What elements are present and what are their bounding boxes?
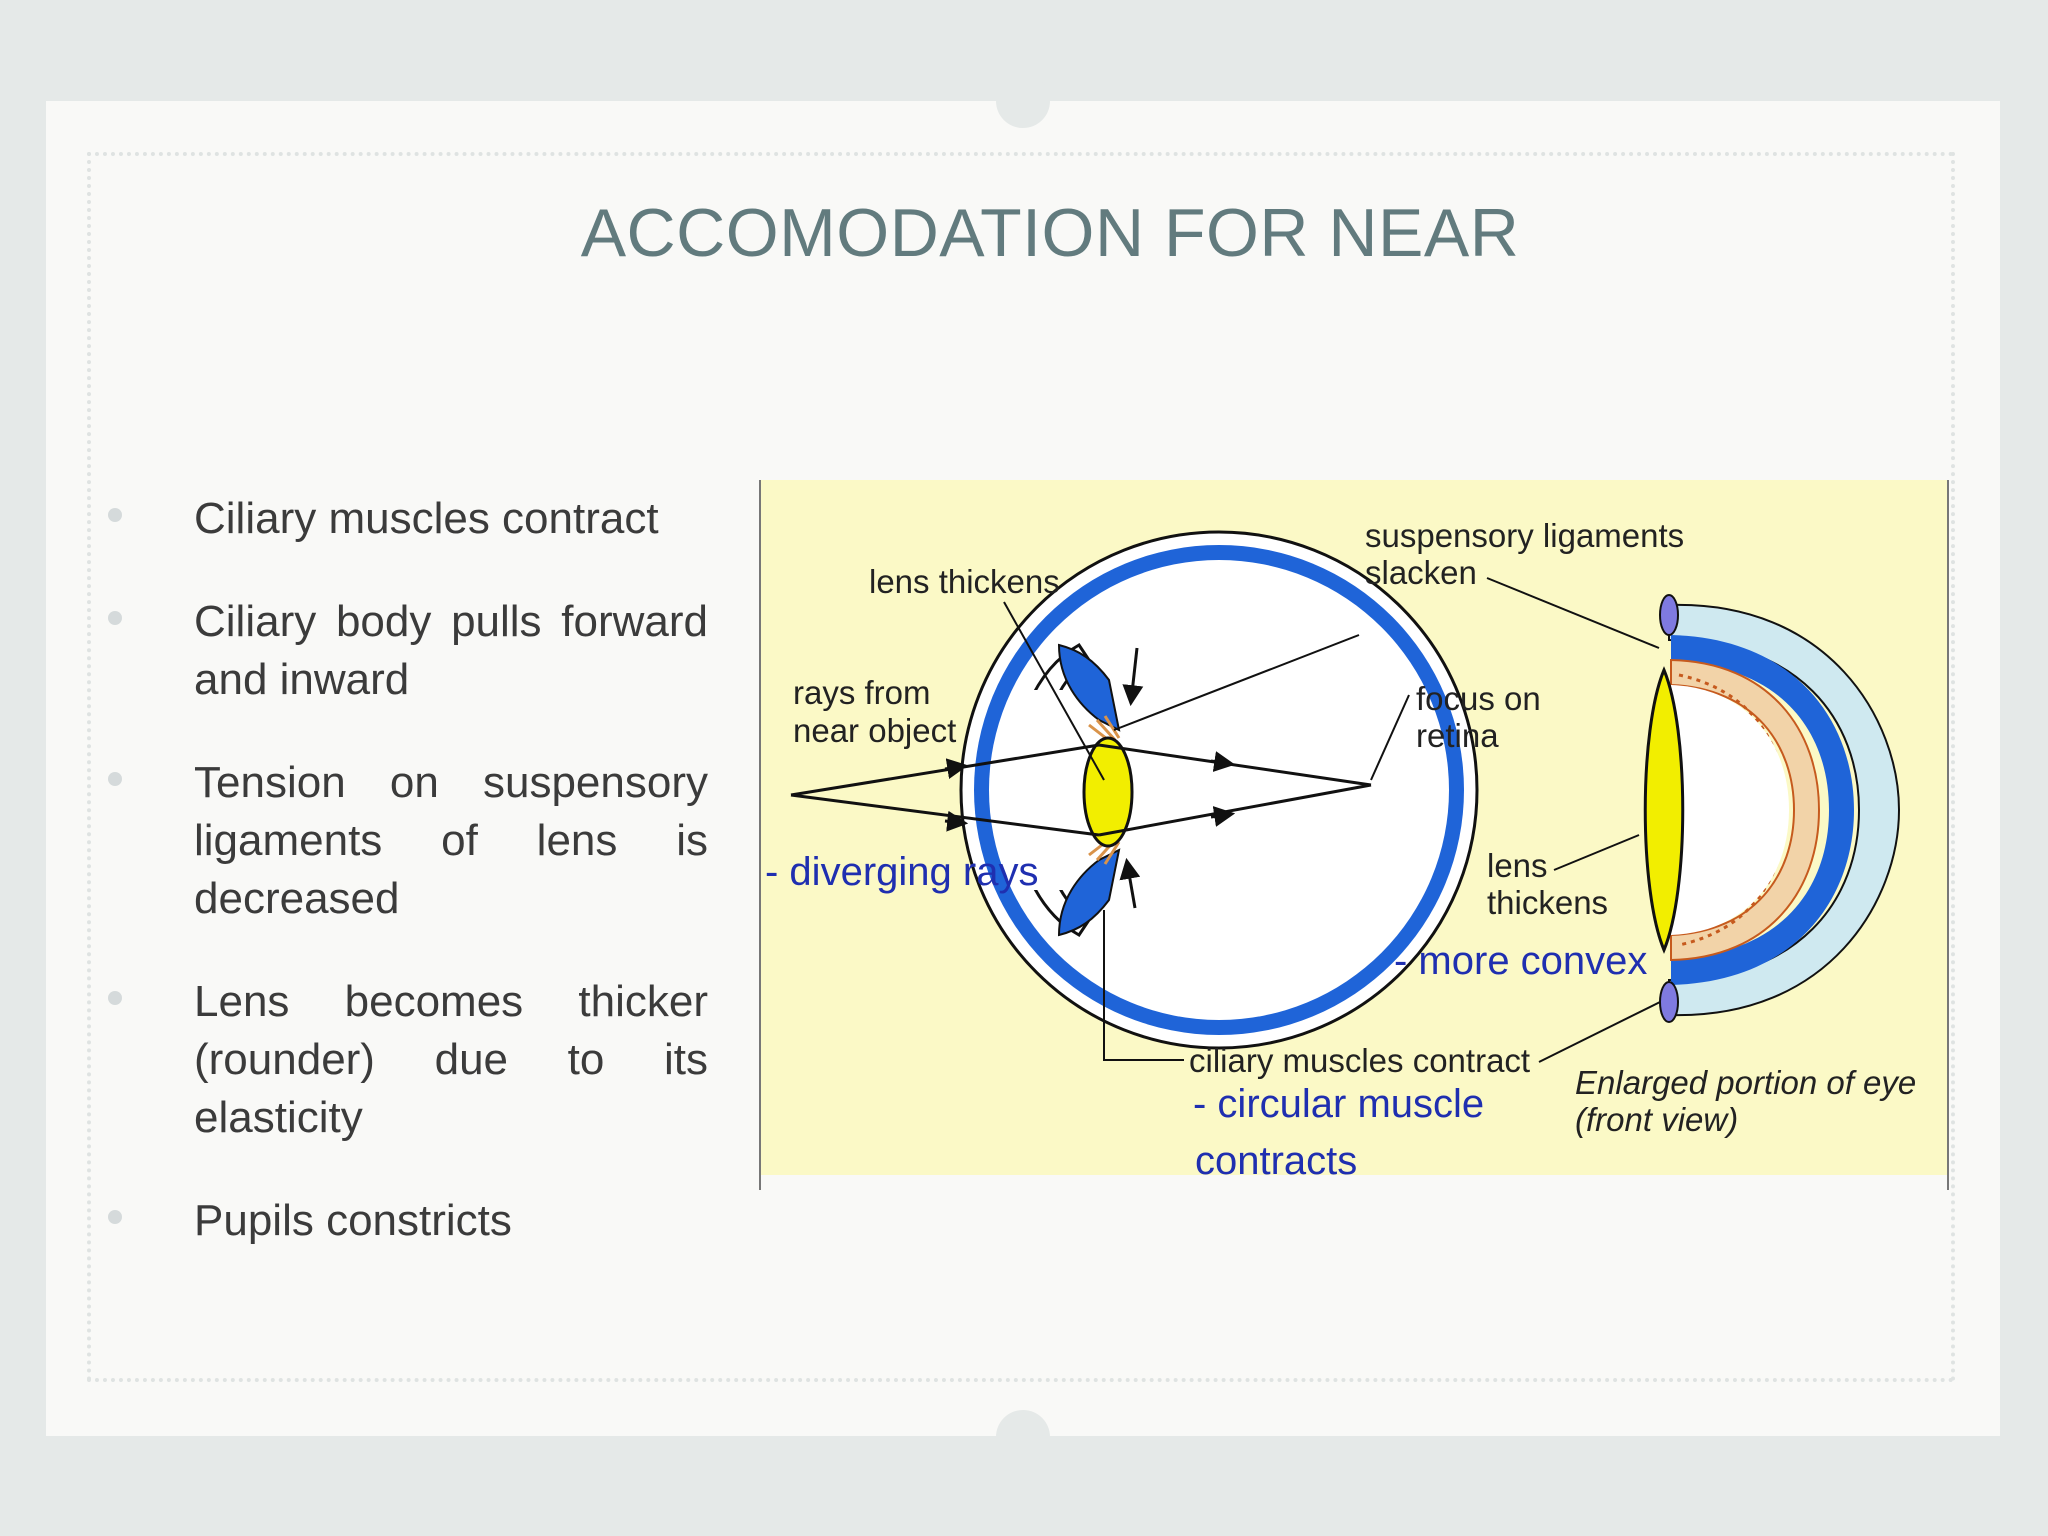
- label-enlarged-line2: (front view): [1575, 1101, 1739, 1138]
- label-enlarged-line1: Enlarged portion of eye: [1575, 1064, 1917, 1101]
- label-circular-line2: contracts: [1195, 1139, 1358, 1183]
- bullet-item: [108, 490, 708, 548]
- label-suspensory-line1: suspensory ligaments: [1365, 517, 1685, 554]
- label-more-convex: - more convex: [1394, 939, 1648, 983]
- bullet-dot-icon: [108, 508, 122, 522]
- slide-title: ACCOMODATION FOR NEAR: [580, 195, 1520, 271]
- label-focus-line2: retina: [1416, 717, 1499, 754]
- bullet-dot-icon: [108, 991, 122, 1005]
- bullet-item: [108, 973, 708, 1147]
- bullet-dot-icon: [108, 772, 122, 786]
- bullet-dot-icon: [108, 1210, 122, 1224]
- label-ciliary-contract: ciliary muscles contract: [1189, 1042, 1531, 1079]
- bullet-text: Lens becomes thicker (rounder) due to its elasticity: [194, 977, 708, 1142]
- slide-notch-bottom: [996, 1410, 1050, 1464]
- bullet-item: [108, 593, 708, 709]
- bullet-item: [108, 1192, 708, 1250]
- enlarged-ligament-top-cap: [1660, 595, 1678, 635]
- label-suspensory-line2: slacken: [1365, 554, 1477, 591]
- bullet-dot-icon: [108, 611, 122, 625]
- label-rays-line2: near object: [793, 712, 957, 749]
- label-lens-right-line1: lens: [1487, 847, 1548, 884]
- label-circular-line1: - circular muscle: [1193, 1082, 1485, 1126]
- eye-diagram: [759, 480, 1949, 1190]
- label-focus-line1: focus on: [1416, 680, 1541, 717]
- bullet-text: Ciliary body pulls forward and inward: [194, 597, 708, 704]
- bullet-text: Tension on suspensory ligaments of lens is decreased: [194, 758, 708, 923]
- enlarged-ligament-bottom-cap: [1660, 982, 1678, 1022]
- slide-notch-top: [996, 74, 1050, 128]
- label-lens-thickens-top: lens thickens: [869, 563, 1060, 600]
- label-lens-right-line2: thickens: [1487, 884, 1609, 921]
- ray-arrow-2: [945, 821, 964, 823]
- bullet-item: [108, 754, 708, 928]
- bullet-list: [108, 490, 708, 1295]
- bullet-text: Ciliary muscles contract: [194, 494, 659, 543]
- label-rays-line1: rays from: [793, 674, 931, 711]
- bullet-text: Pupils constricts: [194, 1196, 512, 1245]
- label-diverging-rays: - diverging rays: [765, 850, 1039, 894]
